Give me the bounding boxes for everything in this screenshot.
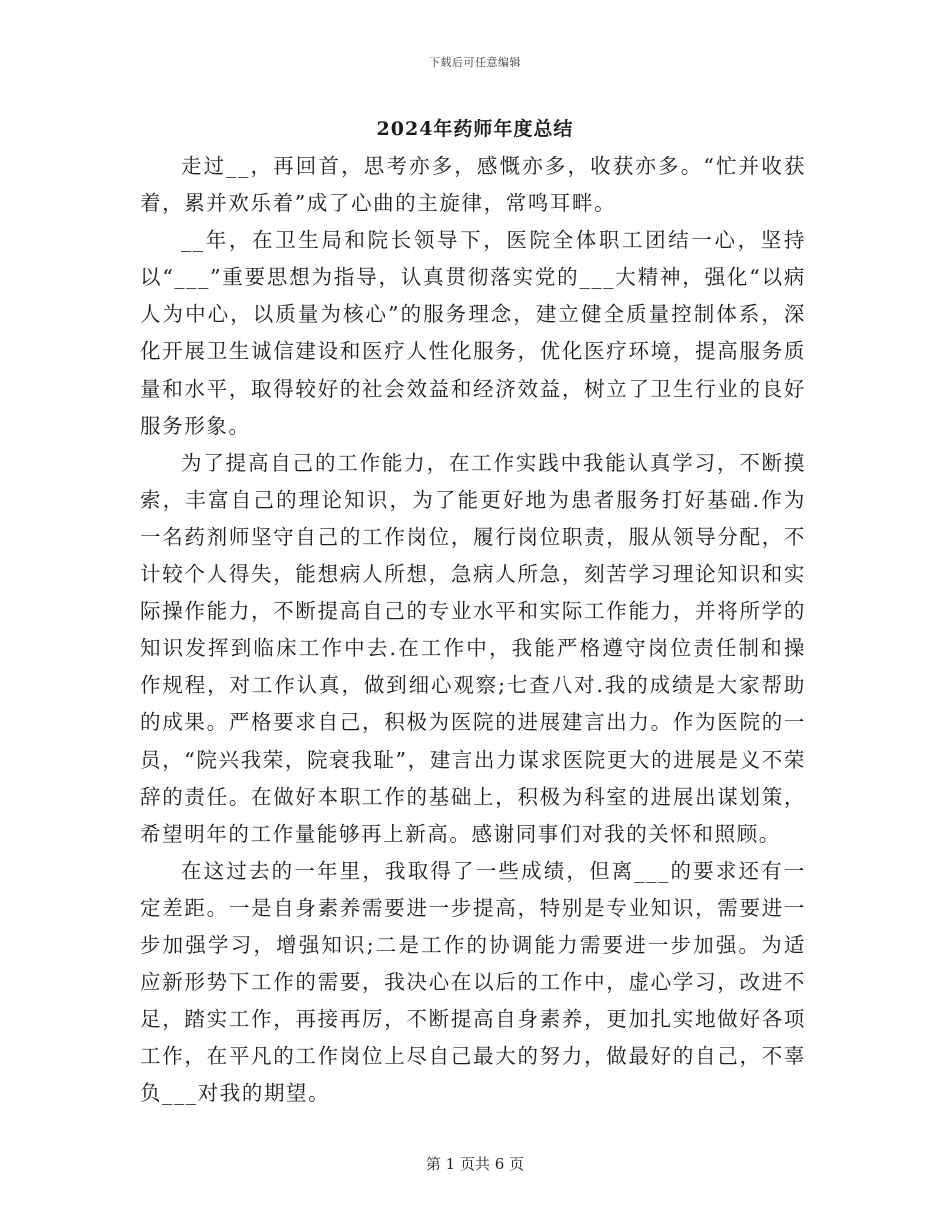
header-note: 下载后可任意编辑 [429,56,521,69]
page-footer: 第 1 页共 6 页 [425,1155,525,1173]
paragraph-3: 为了提高自己的工作能力，在工作实践中我能认真学习，不断摸索，丰富自己的理论知识，为了能更好地为患者服务打好基础.作为一名药剂师坚守自己的工作岗位，履行岗位职责，服从领导分配，不计较个人得失，能想病人所想，急病人所急，刻苦学习理论知识和实际操作能力，不断提高自己的专业水平和实际工作能力，并将所学的知识发挥到临床工作中去.在工作中，我能严格遵守岗位责任制和操作规程，对工作认真，做到细心观察;七查八对.我的成绩是大家帮助的成果。严格要求自己，积极为医院的进展建言出力。作为医院的一员，“院兴我荣，院衰我耻”，建言出力谋求医院更大的进展是义不荣辞的责任。在做好本职工作的基础上，积极为科室的进展出谋划策，希望明年的工作量能够再上新高。感谢同事们对我的关怀和照顾。 [140,450,806,846]
document-title: 2024年药师年度总结 [376,118,574,140]
paragraph-2: __年，在卫生局和院长领导下，医院全体职工团结一心，坚持以“___”重要思想为指导，认真贯彻落实党的___大精神，强化“以病人为中心，以质量为核心”的服务理念，建立健全质量控制体系，深化开展卫生诚信建设和医疗人性化服务，优化医疗环境，提高服务质量和水平，取得较好的社会效益和经济效益，树立了卫生行业的良好服务形象。 [140,228,806,438]
document-body [140,148,806,1112]
paragraph-4: 在这过去的一年里，我取得了一些成绩，但离___的要求还有一定差距。一是自身素养需要进一步提高，特别是专业知识，需要进一步加强学习，增强知识;二是工作的协调能力需要进一步加强。为适应新形势下工作的需要，我决心在以后的工作中，虚心学习，改进不足，踏实工作，再接再厉，不断提高自身素养，更加扎实地做好各项工作，在平凡的工作岗位上尽自己最大的努力，做最好的自己，不辜负___对我的期望。 [140,858,806,1106]
paragraph-1: 走过__，再回首，思考亦多，感慨亦多，收获亦多。“忙并收获着，累并欢乐着”成了心曲的主旋律，常鸣耳畔。 [140,154,806,216]
